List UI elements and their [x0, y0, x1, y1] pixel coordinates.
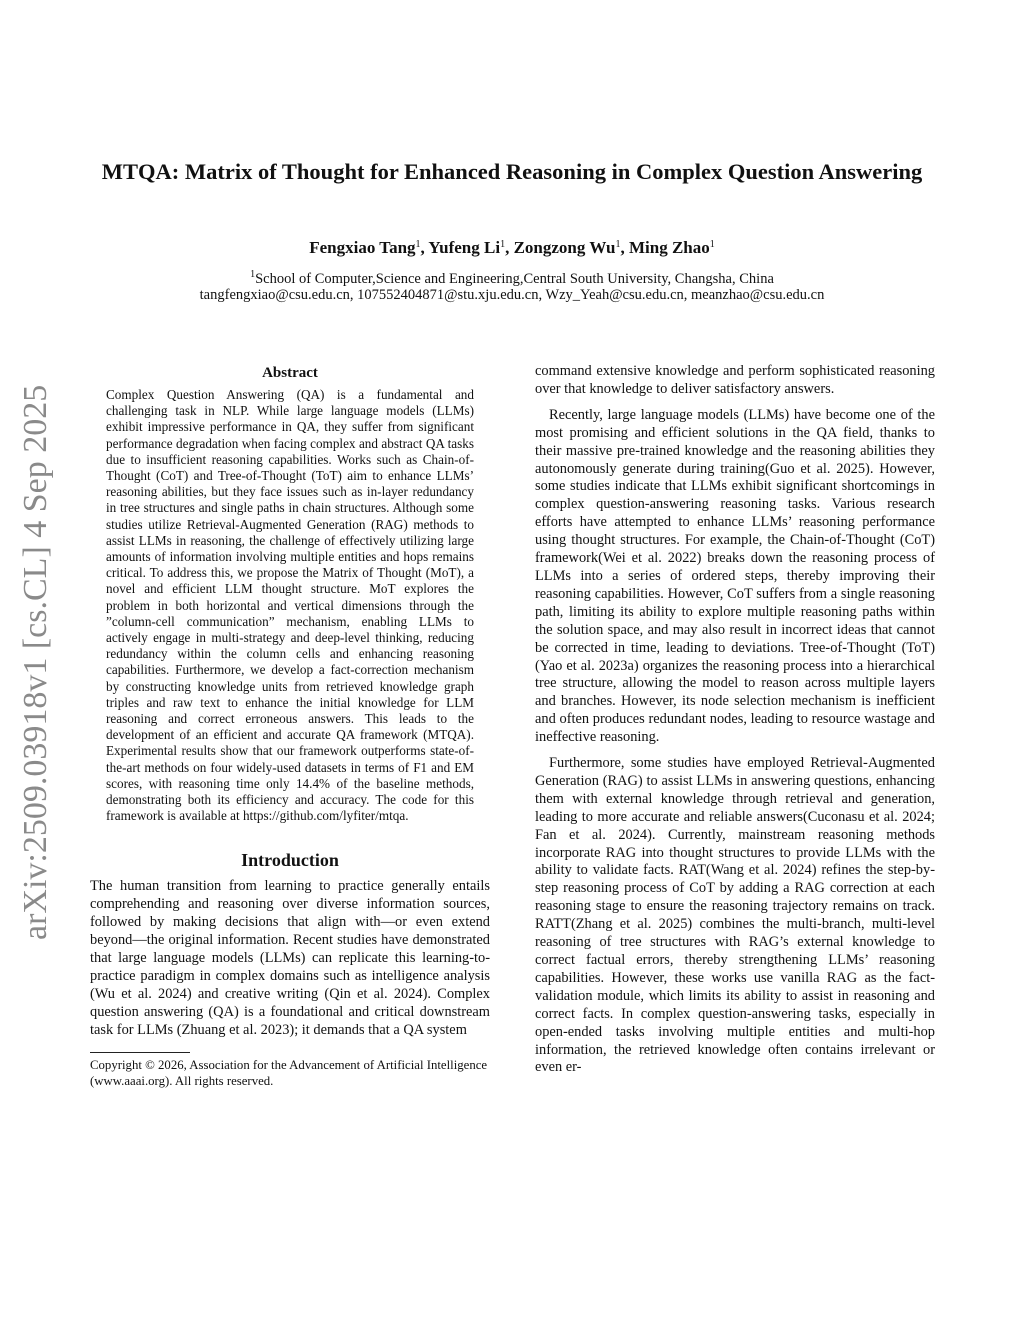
abstract-heading: Abstract	[262, 365, 318, 381]
author-emails: tangfengxiao@csu.edu.cn, 107552404871@stu.xju.edu.cn, Wzy_Yeah@csu.edu.cn, meanzhao@csu.edu.cn	[199, 287, 825, 303]
abstract-text: Complex Question Answering (QA) is a fundamental and challenging task in NLP. While large language models (LLMs) exhibit impressive performance in QA, they suffer from significant performance degradation when facing complex and abstract QA tasks due to insufficient reasoning capabilities. Works such as Chain-of-Thought (CoT) and Tree-of-Thought (ToT) aim to enhance LLMs’ reasoning abilities, but they face issues such as in-layer redundancy in tree structures and single paths in chain structures. Although some studies utilize Retrieval-Augmented Generation (RAG) methods to assist LLMs in reasoning, the challenge of effectively utilizing large amounts of information involving multiple entities and hops remains critical. To address this, we propose the Matrix of Thought (MoT), a novel and efficient LLM thought structure. MoT explores the problem in both horizontal and vertical dimensions through the ”column-cell communication” mechanism, enabling LLMs to actively engage in multi-strategy and deep-level thinking, reducing redundancy within the column cells and enhancing reasoning capabilities. Furthermore, we develop a fact-correction mechanism by constructing knowledge units from retrieved knowledge graph triples and raw text to enhance the initial knowledge for LLM reasoning and correct erroneous answers. This leads to the development of an efficient and accurate QA framework (MTQA). Experimental results show that our framework outperforms state-of-the-art methods on four widely-used datasets in terms of F1 and EM scores, with reasoning time only 14.4% of the baseline methods, demonstrating both its efficiency and accuracy. The code for this framework is available at https://github.com/lyfiter/mtqa.	[106, 387, 474, 824]
arxiv-identifier: arXiv:2509.03918v1 [cs.CL] 4 Sep 2025	[17, 384, 54, 940]
copyright-footnote: Copyright © 2026, Association for the Advancement of Artificial Intelligence (www.aaai.org). All rights reserved.	[90, 1057, 488, 1088]
affiliation-mark: 1	[250, 269, 256, 280]
author-separator: ,	[620, 238, 629, 257]
affiliation-mark: 1	[709, 239, 715, 250]
intro-paragraph-2: Recently, large language models (LLMs) have become one of the most promising and efficient solutions in the QA field, thanks to their massive pre-trained knowledge and the reasoning abilities they autonomously generate during training(Guo et al. 2025). However, some studies indicate that LLMs exhibit significant shortcomings in complex question-answering reasoning tasks. Various research efforts have attempted to enhance LLMs’ reasoning performance using thought structures. For example, the Chain-of-Thought (CoT) framework(Wei et al. 2022) breaks down the reasoning process of LLMs into a series of ordered steps, thereby improving their reasoning capabilities. However, CoT suffers from a single reasoning path, limiting its ability to explore multiple reasoning paths within the solution space, and may also result in incorrect ideas that cannot be corrected in time, leading to deviations. Tree-of-Thought (ToT)(Yao et al. 2023a) organizes the reasoning process into a hierarchical tree structure, allowing the model to reason across multiple layers and branches. However, its node selection mechanism is inefficient and often produces redundant nodes, leading to resource wastage and ineffective reasoning.	[535, 406, 935, 746]
author-separator: ,	[505, 238, 514, 257]
affiliation-mark: 1	[415, 239, 421, 250]
author-name: Ming Zhao	[628, 238, 710, 257]
right-column	[535, 363, 935, 1077]
affiliation-mark: 1	[500, 239, 506, 250]
affiliation-mark: 1	[615, 239, 621, 250]
author-list	[100, 234, 924, 259]
introduction-heading: Introduction	[241, 850, 339, 871]
intro-paragraph-3: Furthermore, some studies have employed Retrieval-Augmented Generation (RAG) to assist LLMs in answering questions, enhancing them with external knowledge through retrieval and generation, leading to more accurate and reliable answers(Cuconasu et al. 2024; Fan et al. 2024). Currently, mainstream reasoning methods incorporate RAG into thought structures to provide LLMs with the ability to validate facts. RAT(Wang et al. 2024) refines the step-by-step reasoning process of CoT by adding a RAG correction at each reasoning stage to ensure the reasoning trajectory remains on track. RATT(Zhang et al. 2025) combines the multi-branch, multi-level reasoning of tree structures with RAG’s external knowledge to correct factual errors, thereby strengthening LLMs’ reasoning capabilities. However, these works use vanilla RAG as the fact-validation module, which limits its ability to assist in reasoning and correct facts. In complex question-answering tasks, especially in open-ended tasks involving multiple entities and multi-hop information, the retrieved knowledge often contains irrelevant or even er-	[535, 755, 935, 1076]
intro-paragraph-1: The human transition from learning to practice generally entails comprehending and reasoning over diverse information sources, followed by making decisions that align with—or even extend beyond—the original information. Recent studies have demonstrated that large language models (LLMs) can replicate this learning-to-practice paradigm in complex domains such as intelligence analysis (Wu et al. 2024) and creative writing (Qin et al. 2024). Complex question answering (QA) is a foundational and critical downstream task for LLMs (Zhuang et al. 2023); it demands that a QA system	[90, 878, 490, 1038]
footnote-rule	[90, 1052, 190, 1053]
left-column	[90, 363, 490, 1089]
author-name: Fengxiao Tang	[309, 238, 416, 257]
intro-paragraph-1-continued: command extensive knowledge and perform sophisticated reasoning over that knowledge to deliver satisfactory answers.	[535, 363, 935, 397]
author-separator: ,	[420, 238, 429, 257]
author-name: Yufeng Li	[428, 238, 501, 257]
paper-title: MTQA: Matrix of Thought for Enhanced Reasoning in Complex Question Answering	[101, 159, 923, 184]
author-name: Zongzong Wu	[513, 238, 616, 257]
affiliation-text: School of Computer,Science and Engineering,Central South University, Changsha, China	[255, 271, 774, 287]
